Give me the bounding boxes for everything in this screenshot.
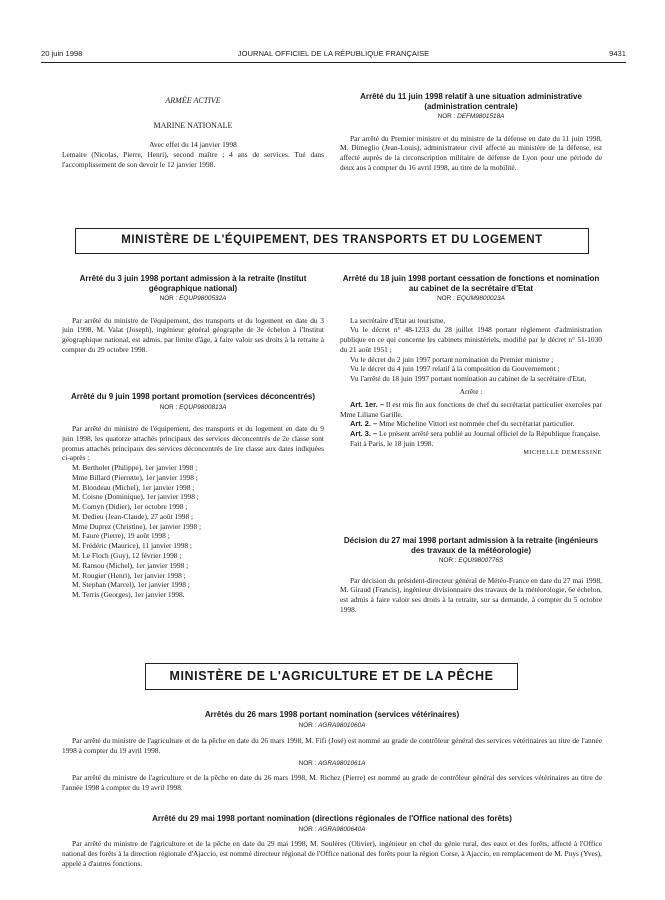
veterinaires-section (62, 710, 602, 793)
list-item: M. Le Floch (Guy), 12 février 1998 ; (72, 551, 182, 560)
list-item: M. Terris (Georges), 1er janvier 1998. (72, 590, 185, 600)
header-rule (41, 62, 626, 63)
forets-section (62, 814, 602, 868)
decision-text: Par décision du président-directeur général de Météo-France en date du 27 mai 1998, M. Giraud (Francis), ingénieur divisionnaire des travaux de la météorologie, 6e échelon, est admis à faire valoir ses droits à la retraite, sur sa demande, à compter du 5 octobre 1998. (340, 575, 602, 614)
header-page-number: 9431 (609, 49, 626, 58)
veterinaires-title: Arrêtés du 26 mars 1998 portant nomination (services vétérinaires) (204, 710, 460, 719)
arrete-label: Arrête : (459, 387, 483, 396)
forets-text: Par arrêté du ministre de l'agriculture et de la pêche en date du 29 mai 1998, M. Soulères (Olivier), ingénieur en chef du génie rural, des eaux et des forêts, affecté à l'Office national des forêts à la direction régionale d'Ajaccio, est nommé directeur régional de l'Office national des forêts pour la région Corse, à Ajaccio, en remplacement de M. Puys (Yves), appelé à d'autres fonctions. (62, 839, 602, 868)
decision-section (340, 536, 602, 615)
article-1: Art. 1er. – Il est mis fin aux fonctions de chef du secrétariat particulier exercées par Mme Liliane Garille. (340, 399, 602, 419)
decision-nor: NOR : EQUI9800776S (438, 557, 504, 565)
armee-date: Avec effet du 14 janvier 1998 (149, 140, 237, 150)
header-date: 20 juin 1998 (41, 49, 83, 58)
visa-paragraph: La secrétaire d'Etat au tourisme, (350, 315, 446, 325)
promotion-text: Par arrêté du ministre de l'équipement, des transports et du logement en date du 9 juin 1998, les quatorze attachés principaux des services déconcentrés de 2e classe sont promus attachés principaux des services déconcentrés de 1re classe aux dates indiquées ci-après : (62, 424, 324, 463)
list-item: M. Dedieu (Jean-Claude), 27 août 1998 ; (72, 511, 194, 521)
forets-title: Arrêté du 29 mai 1998 portant nomination (directions régionales de l'Office national des forêts) (152, 814, 512, 823)
visa-paragraph: Vu le décret n° 48-1233 du 28 juillet 1948 portant règlement d'administration publique en ce qui concerne les cabinets ministériels, modifié par le décret n° 51-1030 du 21 août 1951 ; (340, 325, 602, 354)
visa-paragraph: Vu le décret du 2 juin 1997 portant nomination du Premier ministre ; (350, 354, 554, 364)
list-item: M. Frédéric (Maurice), 11 janvier 1998 ; (72, 541, 192, 551)
cessation-visas (340, 316, 602, 384)
list-item: M. Ransou (Michel), 1er janvier 1998 ; (72, 560, 189, 570)
armee-title: ARMÉE ACTIVE (165, 96, 221, 105)
visa-paragraph: Vu l'arrêté du 18 juin 1997 portant nomination au cabinet de la secrétaire d'Etat, (350, 374, 587, 384)
situation-title: Arrêté du 11 juin 1998 relatif à une situation administrative (administration centrale) (360, 92, 582, 111)
list-item: M. Faure (Pierre), 19 août 1998 ; (72, 531, 170, 541)
ministry-equipement-banner: MINISTÈRE DE L'ÉQUIPEMENT, DES TRANSPORTS ET DU LOGEMENT (75, 228, 589, 254)
armee-section (62, 96, 324, 169)
veterinaires-nor-2: NOR : AGRA9801061A (298, 759, 366, 767)
list-item: M. Rougier (Henri), 1er janvier 1998 ; (72, 570, 186, 580)
visa-paragraph: Vu le décret du 4 juin 1997 relatif à la composition du Gouvernement ; (350, 364, 560, 374)
list-item: M. Coisne (Dominique), 1er janvier 1998 ; (72, 492, 199, 502)
promotion-title: Arrêté du 9 juin 1998 portant promotion (services déconcentrés) (70, 392, 316, 401)
promotion-list (62, 463, 324, 600)
fait-a-paris: Fait à Paris, le 18 juin 1998. (350, 438, 434, 448)
admission-text: Par arrêté du ministre de l'équipement, des transports et du logement en date du 3 juin 1998, M. Valat (Joseph), ingénieur général géographe de 3e échelon à l'Institut géographique national, est admis, par limite d'âge, à faire valoir ses droits à la retraite à compter du 29 octobre 1998. (62, 315, 324, 354)
list-item: M. Blondeau (Michel), 1er janvier 1998 ; (72, 482, 195, 492)
admission-title: Arrêté du 3 juin 1998 portant admission à la retraite (Institut géographique national) (79, 274, 307, 293)
list-item: M. Stephan (Marcel), 1er janvier 1998 ; (72, 580, 190, 590)
cessation-title: Arrêté du 18 juin 1998 portant cessation de fonctions et nomination au cabinet de la secrétaire d'Etat (342, 274, 600, 293)
veterinaires-text-1: Par arrêté du ministre de l'agriculture et de la pêche en date du 26 mars 1998, M. Fifi (José) est nommé au grade de contrôleur général des services vétérinaires au titre de l'année 1998 à compter du 19 avril 1998. (62, 736, 602, 755)
forets-nor: NOR : AGRA9800640A (298, 825, 366, 833)
list-item: M. Bertholet (Philippe), 1er janvier 1998 ; (72, 463, 198, 473)
list-item: Mme Billard (Pierrette), 1er janvier 1998 ; (72, 472, 198, 482)
promotion-nor: NOR : EQUP9800813A (159, 403, 227, 411)
list-item: Mme Duprez (Christine), 1er janvier 1998 ; (72, 521, 202, 531)
situation-section (340, 92, 602, 173)
promotion-section (62, 392, 324, 600)
situation-nor: NOR : DEFM9801518A (437, 113, 505, 121)
veterinaires-text-2: Par arrêté du ministre de l'agriculture et de la pêche en date du 26 mars 1998, M. Richez (Pierre) est nommé au grade de contrôleur général des services vétérinaires au titre de l'année 1998 à compter du 19 avril 1998. (62, 773, 602, 792)
article-3: Art. 3. – Le présent arrêté sera publié au Journal officiel de la République française. (350, 429, 601, 439)
signature: MICHELLE DEMESSINE (523, 448, 602, 456)
armee-text: Lemaire (Nicolas, Pierre, Henri), second maître ; 4 ans de services. Tué dans l'accomplissement de son devoir le 12 janvier 1998. (62, 149, 324, 169)
veterinaires-nor-1: NOR : AGRA9801060A (298, 721, 366, 729)
list-item: M. Comyn (Didier), 1er octobre 1998 ; (72, 502, 188, 512)
cessation-nor: NOR : EQUM9800023A (437, 295, 505, 303)
situation-text: Par arrêté du Premier ministre et du ministre de la défense en date du 11 juin 1998, M. Dimeglio (Jean-Louis), administrateur civil affecté au ministère de la défense, est affecté auprès de la circonscription militaire de défense de Lyon pour une période de deux ans à compter du 16 avril 1998, au titre de la mobilité. (340, 133, 602, 172)
decision-title: Décision du 27 mai 1998 portant admission à la retraite (ingénieurs des travaux de la météorologie) (343, 536, 599, 555)
ministry-agriculture-banner: MINISTÈRE DE L'AGRICULTURE ET DE LA PÊCHE (145, 663, 518, 690)
armee-subtitle: MARINE NATIONALE (153, 120, 233, 130)
header-journal: JOURNAL OFFICIEL DE LA RÉPUBLIQUE FRANÇAISE (237, 49, 430, 58)
page-header (41, 49, 626, 61)
admission-nor: NOR : EQUP9800532A (159, 295, 227, 303)
article-2: Art. 2. – Mme Micheline Vittori est nommée chef du secrétariat particulier. (350, 419, 575, 429)
cessation-section (340, 274, 602, 457)
admission-section (62, 274, 324, 355)
